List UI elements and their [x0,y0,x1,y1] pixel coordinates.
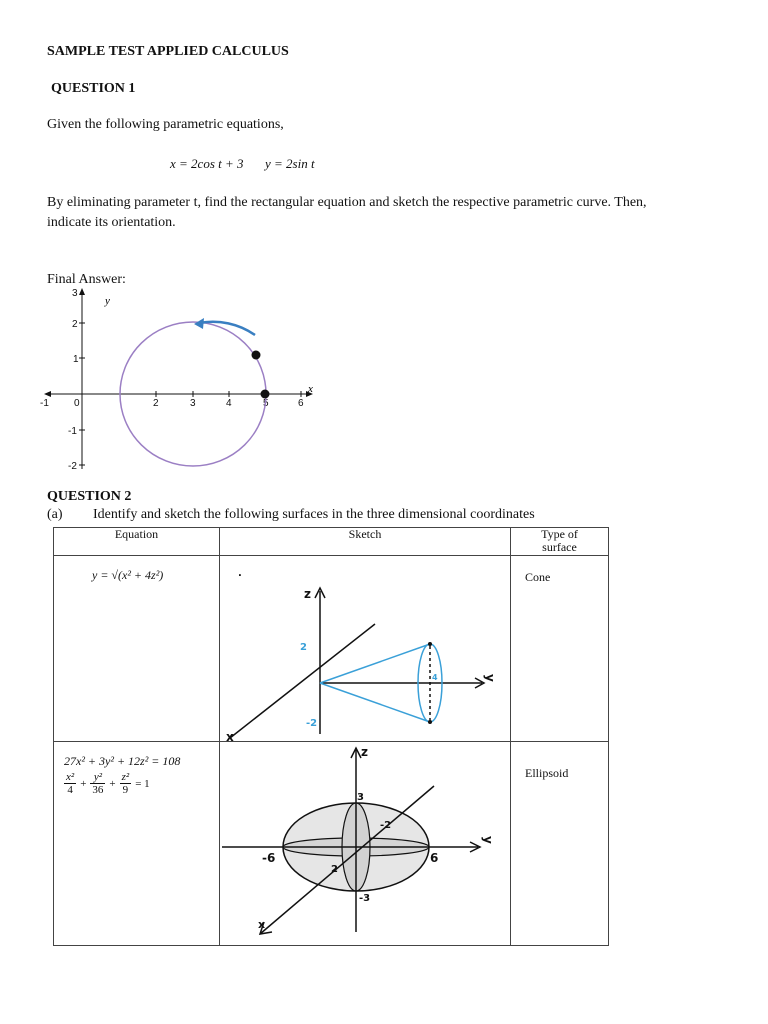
frac-denominator: 9 [122,784,129,796]
stray-dot: . [238,568,242,579]
x-tick-label: 3 [190,398,196,409]
orientation-arrow-head [194,318,204,329]
marked-point [252,351,261,360]
x-axis-label: x [226,730,234,744]
header-type-line2: surface [542,540,577,554]
surface-type-cone: Cone [525,570,551,584]
x-tick-label: 4 [226,398,232,409]
equals-one: = 1 [135,778,150,791]
header-equation: Equation [54,528,220,556]
neg-z-label: -3 [359,893,371,904]
frac-numerator: y² [90,771,105,784]
header-sketch: Sketch [220,528,511,556]
neg-y-label: -6 [262,851,276,865]
parametric-equation-x: x = 2cos t + 3 [170,156,244,171]
question-1-task-line1: By eliminating parameter t, find the rectangular equation and sketch the respective parametric curve. Then, [47,195,647,210]
table-row [54,742,609,946]
x-tick-label: -1 [40,398,49,409]
frac-numerator: z² [121,771,130,783]
pos-z-label: 3 [357,792,364,803]
parametric-curve-graph [36,284,326,479]
frac-numerator: x² [66,771,75,783]
surfaces-table [53,527,609,946]
frac-denominator: 36 [92,784,104,796]
x-tick-label: 6 [298,398,304,409]
sketch-cell [220,742,511,946]
ellipsoid-sketch [220,742,510,940]
ellipsoid-standard-form: $\frac{\text{x²}}{4}$ + $\frac{\text{y²}}{36}$ + $\frac{\text{z²}}{9}$ = 1 [66,771,150,796]
y-axis-label: y [483,674,497,682]
x-tick-label: 2 [153,398,159,409]
frac-denominator: 4 [67,784,73,796]
z-axis-label: z [304,587,311,601]
x-axis-label: x [308,383,313,395]
x-tick-label: 0 [74,398,80,409]
y-tick-label: -1 [68,426,77,437]
parametric-equation-y: y = 2sin t [265,156,315,171]
final-answer-label: Final Answer: [47,272,126,287]
y-axis-label: y [481,836,495,844]
document-title: SAMPLE TEST APPLIED CALCULUS [47,44,289,59]
cone-equation: y = √(x² + 4z²) [92,568,164,582]
pos-y-label: 6 [430,851,439,865]
neg-x-label: -2 [380,820,392,831]
question-1-task-line2: indicate its orientation. [47,215,176,230]
sketch-cell [220,556,511,742]
x-tick-label: 5 [263,398,269,409]
cone-top-label: 2 [300,642,307,653]
question-1-heading: QUESTION 1 [51,81,136,96]
cone-radius-label: 4 [432,673,438,682]
header-type-line1: Type of [541,527,578,541]
y-tick-label: 3 [72,288,78,299]
x-axis-label: x [258,918,266,931]
z-axis-label: z [361,745,368,759]
equation-cell [54,556,220,742]
type-cell [511,556,609,742]
type-cell [511,742,609,946]
cone-bottom-label: -2 [306,718,318,729]
y-tick-label: 1 [73,354,79,365]
y-axis-label: y [105,295,110,307]
y-tick-label: -2 [68,461,77,472]
y-tick-label: 2 [72,319,78,330]
x-axis-arrow-left [44,391,51,397]
question-2-part-text: Identify and sketch the following surfaces in the three dimensional coordinates [93,507,535,522]
y-axis-arrow [79,288,85,295]
question-1-intro: Given the following parametric equations, [47,117,284,132]
question-2-heading: QUESTION 2 [47,489,132,504]
ellipsoid-equation: 27x² + 3y² + 12z² = 108 [64,754,181,768]
table-row [54,556,609,742]
cone-sketch [220,556,510,744]
pos-x-label: 2 [331,864,338,875]
header-type [511,528,609,556]
surface-type-ellipsoid: Ellipsoid [525,766,569,780]
equation-cell [54,742,220,946]
marked-point [261,390,270,399]
question-2-part-label: (a) [47,507,63,522]
